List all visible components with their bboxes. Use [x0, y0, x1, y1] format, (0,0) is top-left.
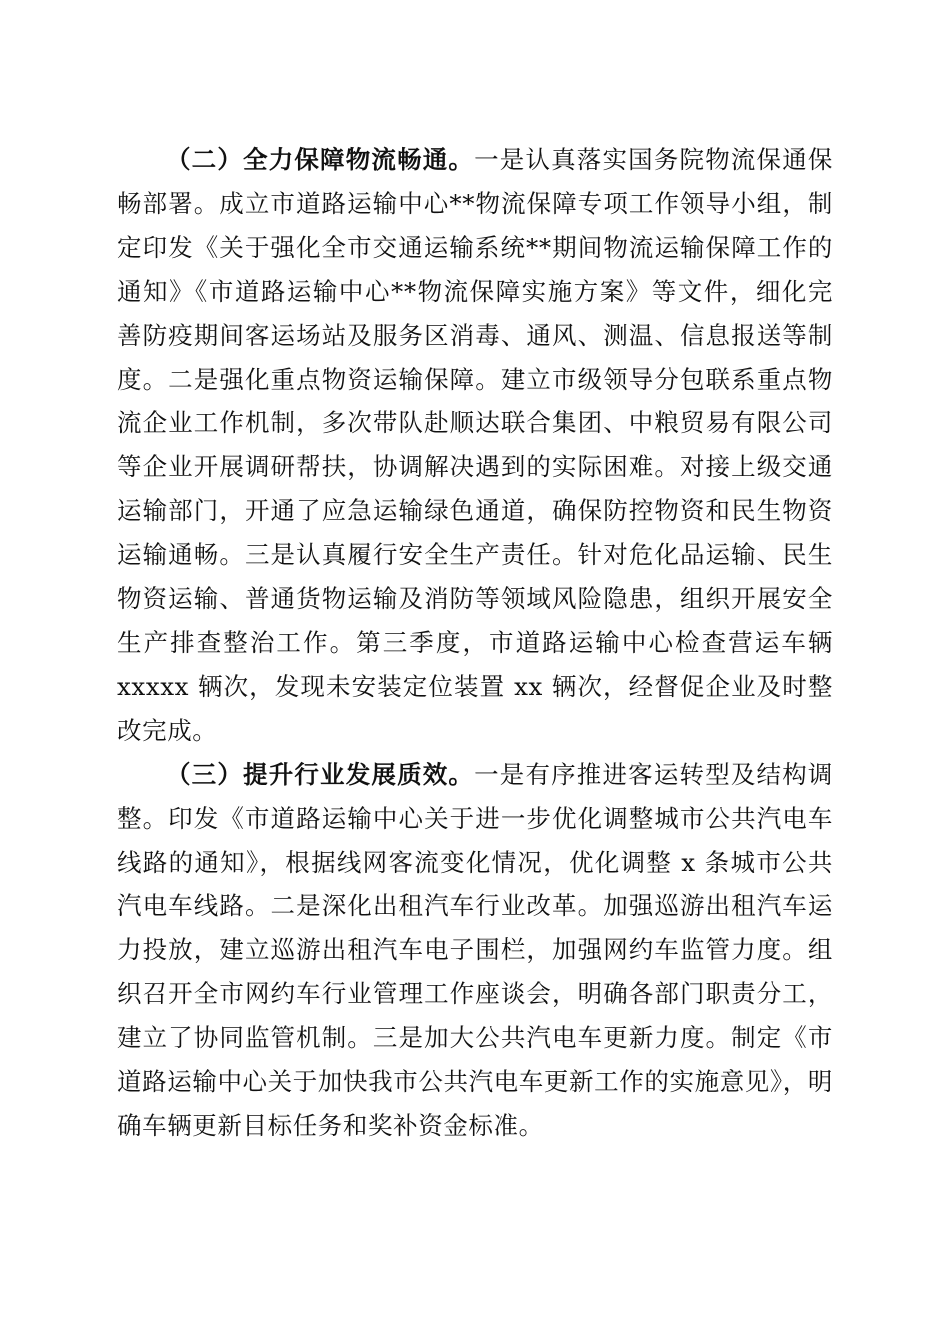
section-heading-industry: （三）提升行业发展质效。 — [166, 759, 475, 789]
section-heading-logistics: （二）全力保障物流畅通。 — [166, 145, 475, 174]
paragraph-body-industry: 一是有序推进客运转型及结构调整。印发《市道路运输中心关于进一步优化调整城市公共汽电车线路的通知》，根据线网客流变化情况，优化调整 x 条城市公共汽电车线路。二是深化出租汽车行业改革。加强巡游出租汽车运力投放，建立巡游出租汽车电子围栏，加强网约车监管力度。组织召开全市网约车行业管理工作座谈会，明确各部门职责分工，建立了协同监管机制。三是加大公共汽电车更新力度。制定《市道路运输中心关于加快我市公共汽电车更新工作的实施意见》，明确车辆更新目标任务和奖补资金标准。 — [117, 759, 833, 1140]
paragraph-industry — [117, 753, 833, 1148]
paragraph-body-logistics: 一是认真落实国务院物流保通保畅部署。成立市道路运输中心**物流保障专项工作领导小组，制定印发《关于强化全市交通运输系统**期间物流运输保障工作的通知》《市道路运输中心**物流保障实施方案》等文件，细化完善防疫期间客运场站及服务区消毒、通风、测温、信息报送等制度。二是强化重点物资运输保障。建立市级领导分包联系重点物流企业工作机制，多次带队赴顺达联合集团、中粮贸易有限公司等企业开展调研帮扶，协调解决遇到的实际困难。对接上级交通运输部门，开通了应急运输绿色通道，确保防控物资和民生物资运输通畅。三是认真履行安全生产责任。针对危化品运输、民生物资运输、普通货物运输及消防等领域风险隐患，组织开展安全生产排查整治工作。第三季度，市道路运输中心检查营运车辆 xxxxx 辆次，发现未安装定位装置 xx 辆次，经督促企业及时整改完成。 — [117, 145, 833, 745]
paragraph-logistics — [117, 138, 833, 753]
document-page — [117, 138, 833, 1148]
